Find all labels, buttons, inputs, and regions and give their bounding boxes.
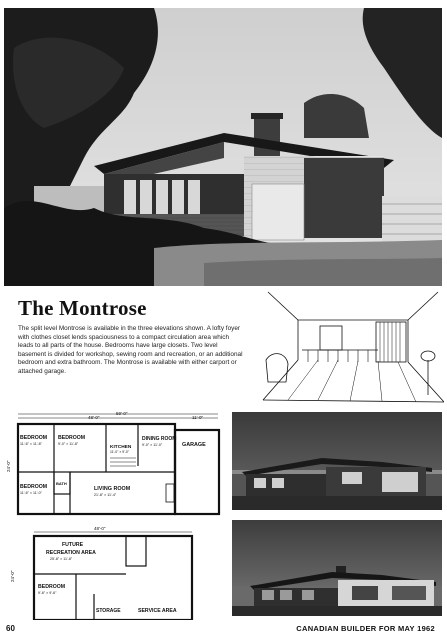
- publication-credit: CANADIAN BUILDER FOR MAY 1962: [296, 624, 435, 633]
- room-label-garage: GARAGE: [182, 442, 206, 448]
- room-label-bedroom-2: BEDROOM: [58, 435, 86, 441]
- room-label-bedroom-1: BEDROOM: [20, 435, 48, 441]
- basement-plan: [6, 524, 228, 620]
- basement-label-storage: STORAGE: [96, 608, 121, 614]
- room-size-living-room: 21'-8" × 11'-4": [94, 493, 117, 497]
- main-floor-plan: [6, 410, 228, 522]
- room-size-dining-room: 9'-0" × 11'-0": [142, 443, 163, 447]
- page-number: 60: [6, 624, 15, 633]
- basement-size-bedroom: 9'-6" × 9'-6": [38, 591, 57, 595]
- room-size-bedroom-2: 9'-0" × 11'-8": [58, 442, 79, 446]
- basement-dim-depth: 24'-0": [10, 570, 15, 582]
- dim-depth: 24'-0": [6, 460, 11, 472]
- house-photo-main: [4, 8, 442, 286]
- room-size-bedroom-1: 11'-6" × 11'-8": [20, 442, 42, 446]
- house-photo-elevation-2: [232, 520, 442, 616]
- room-label-dining-room: DINING ROOM: [142, 436, 177, 442]
- dim-overall-width: 48'-0": [88, 415, 100, 420]
- basement-label-service: SERVICE AREA: [138, 608, 177, 614]
- room-label-bedroom-3: BEDROOM: [20, 484, 48, 490]
- room-label-kitchen: KITCHEN: [110, 445, 132, 450]
- basement-dim-width: 48'-0": [94, 526, 106, 531]
- basement-size-recreation: 25'-8" × 11'-8": [50, 557, 73, 561]
- house-photo-elevation-1: [232, 412, 442, 510]
- interior-sketch: [258, 290, 444, 406]
- basement-label-recreation: RECREATION AREA: [46, 550, 96, 556]
- room-label-living-room: LIVING ROOM: [94, 486, 131, 492]
- article-title: The Montrose: [18, 296, 147, 320]
- dim-total-width: 59'-0": [116, 411, 128, 416]
- room-size-kitchen: 11'-0" × 9'-0": [110, 450, 130, 454]
- article-body: The split level Montrose is available in the three elevations shown. A lofty foyer with clothes closet lends spaciousness to a compact circulation area which leads to all parts of the house. Bedrooms have large closets. Two level basement is divided for workshop, sewing room and recreation, or an additional bedroom and extra bathroom. The Montrose is available with either carport or attached garage.: [18, 325, 243, 375]
- dim-garage-width: 11'-0": [192, 415, 204, 420]
- room-size-bedroom-3: 11'-6" × 11'-0": [20, 491, 42, 495]
- basement-label-bedroom: BEDROOM: [38, 584, 66, 590]
- basement-label-future: FUTURE: [62, 542, 84, 548]
- room-label-bath: BATH: [56, 481, 67, 486]
